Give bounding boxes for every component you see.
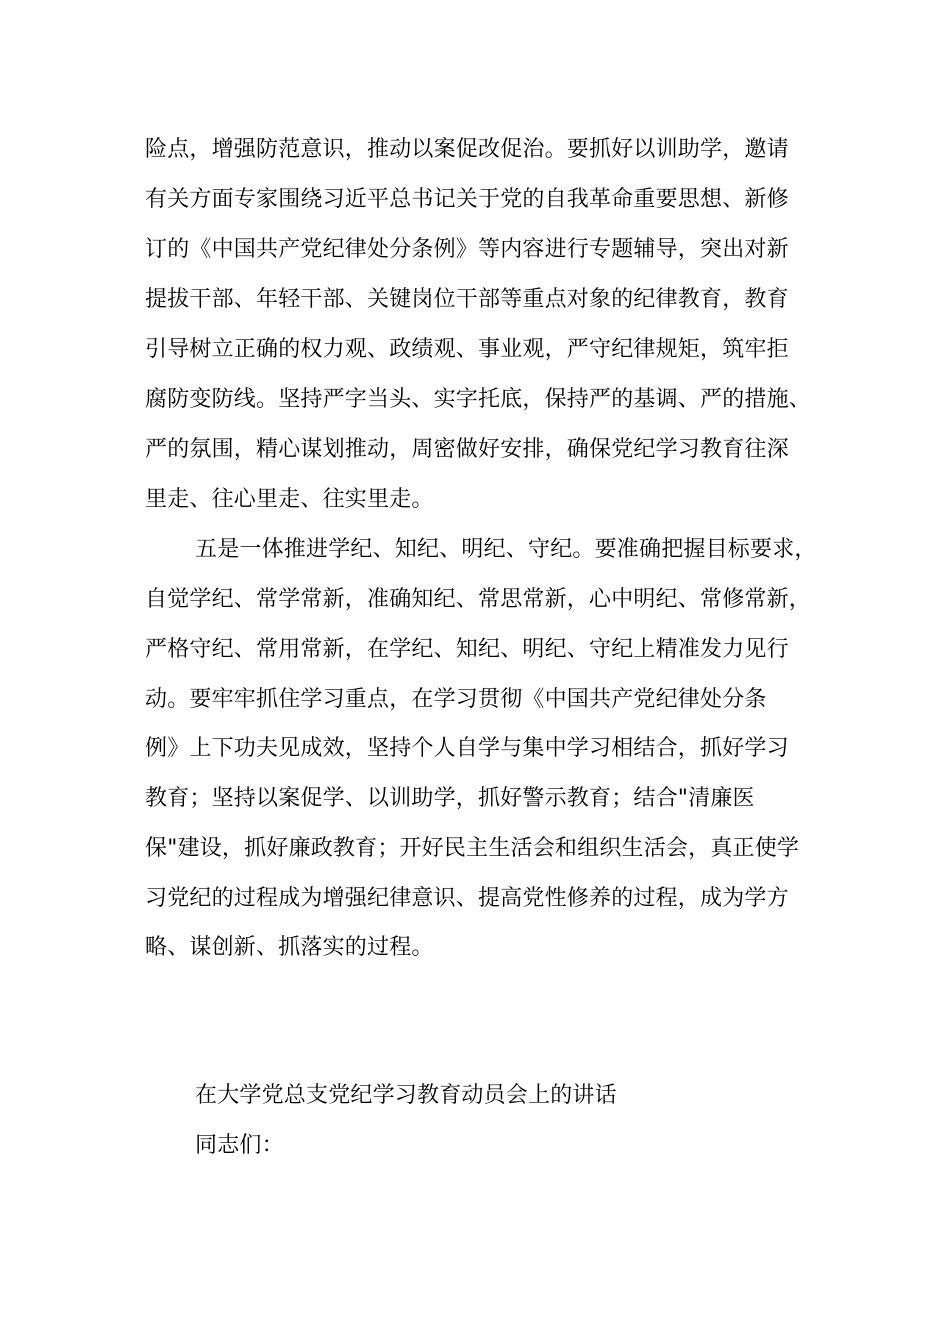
- text-line: 自觉学纪、常学常新，准确知纪、常思常新，心中明纪、常修常新，: [145, 587, 812, 612]
- text-line: 引导树立正确的权力观、政绩观、事业观，严守纪律规矩，筑牢拒: [145, 337, 789, 362]
- text-line: 订的《中国共产党纪律处分条例》等内容进行专题辅导，突出对新: [145, 237, 789, 262]
- text-line: 严的氛围，精心谋划推动，周密做好安排，确保党纪学习教育往深: [145, 437, 789, 462]
- speech-title: 在大学党总支党纪学习教育动员会上的讲话: [195, 1083, 617, 1108]
- text-line: 保"建设，抓好廉政教育；开好民主生活会和组织生活会，真正使学: [145, 836, 800, 861]
- text-line: 习党纪的过程成为增强纪律意识、提高党性修养的过程，成为学方: [145, 886, 789, 911]
- text-line: 腐防变防线。坚持严字当头、实字托底，保持严的基调、严的措施、: [145, 387, 812, 412]
- paragraph-five-first-line: 五是一体推进学纪、知纪、明纪、守纪。要准确把握目标要求，: [195, 537, 817, 562]
- text-line: 动。要牢牢抓住学习重点，在学习贯彻《中国共产党纪律处分条: [145, 687, 767, 712]
- text-line: 例》上下功夫见成效，坚持个人自学与集中学习相结合，抓好学习: [145, 736, 789, 761]
- text-line: 险点，增强防范意识，推动以案促改促治。要抓好以训助学，邀请: [145, 137, 789, 162]
- text-line: 里走、往心里走、往实里走。: [145, 487, 434, 512]
- text-line: 严格守纪、常用常新，在学纪、知纪、明纪、守纪上精准发力见行: [145, 637, 789, 662]
- salutation: 同志们：: [195, 1133, 284, 1158]
- text-line: 有关方面专家围绕习近平总书记关于党的自我革命重要思想、新修: [145, 187, 789, 212]
- text-line: 教育；坚持以案促学、以训助学，抓好警示教育；结合"清廉医: [145, 786, 755, 811]
- text-line: 略、谋创新、抓落实的过程。: [145, 935, 434, 960]
- text-line: 提拔干部、年轻干部、关键岗位干部等重点对象的纪律教育，教育: [145, 287, 789, 312]
